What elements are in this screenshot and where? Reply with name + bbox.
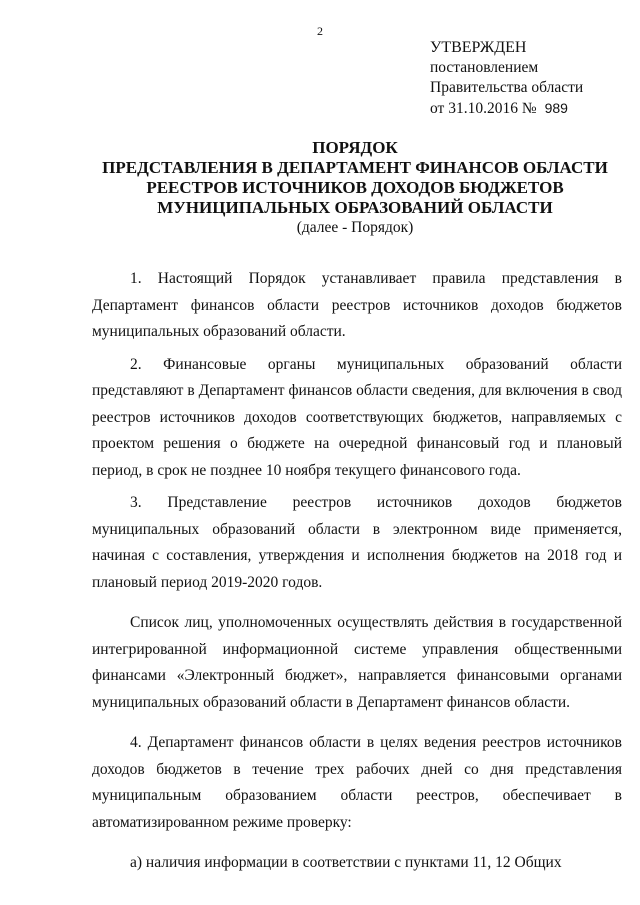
- approval-line-date: [430, 98, 635, 119]
- paragraph-4a: а) наличия информации в соответствии с пунктами 11, 12 Общих: [130, 854, 562, 871]
- title-line: ПРЕДСТАВЛЕНИЯ В ДЕПАРТАМЕНТ ФИНАНСОВ ОБЛАСТИ: [102, 158, 608, 177]
- title-line: МУНИЦИПАЛЬНЫХ ОБРАЗОВАНИЙ ОБЛАСТИ: [157, 198, 553, 217]
- paragraph-3: 3. Представление реестров источников доходов бюджетов муниципальных образований области в электронном виде применяется, начиная с составления, утверждения и исполнения бюджетов на 2018 год и плановый период 2019-2020 годов.: [92, 494, 622, 591]
- paragraph-4: 4. Департамент финансов области в целях ведения реестров источников доходов бюджетов в течение трех рабочих дней со дня представления муниципальным образованием области реестров, обеспечивает в автоматизированном режиме проверку:: [92, 734, 622, 831]
- title-line: ПОРЯДОК: [312, 138, 398, 157]
- approval-date: от 31.10.2016 №: [430, 100, 537, 117]
- approval-number: 989: [544, 100, 568, 116]
- document-title: [95, 138, 615, 238]
- approval-heading: УТВЕРЖДЕН: [430, 39, 527, 56]
- approval-line-government: Правительства области: [430, 79, 584, 96]
- page-number: 2: [317, 24, 323, 38]
- document-body: [92, 266, 622, 877]
- paragraph-list-of-persons: Список лиц, уполномоченных осуществлять действия в государственной интегрированной информационной системе управления общественными финансами «Электронный бюджет», направляется финансовыми органами муниципальных образований области в Департамент финансов области.: [92, 614, 622, 711]
- paragraph-2: 2. Финансовые органы муниципальных образований области представляют в Департамент финансов области сведения, для включения в свод реестров источников доходов соответствующих бюджетов, направляемых с проектом решения о бюджете на очередной финансовый год и плановый период, в срок не позднее 10 ноября текущего финансового года.: [92, 355, 622, 479]
- paragraph-1: 1. Настоящий Порядок устанавливает правила представления в Департамент финансов области реестров источников доходов бюджетов муниципальных образований области.: [92, 270, 622, 340]
- approval-line-decree: постановлением: [430, 59, 539, 76]
- approval-stamp: [430, 38, 635, 119]
- title-subtitle: (далее - Порядок): [296, 219, 414, 236]
- title-line: РЕЕСТРОВ ИСТОЧНИКОВ ДОХОДОВ БЮДЖЕТОВ: [146, 178, 564, 197]
